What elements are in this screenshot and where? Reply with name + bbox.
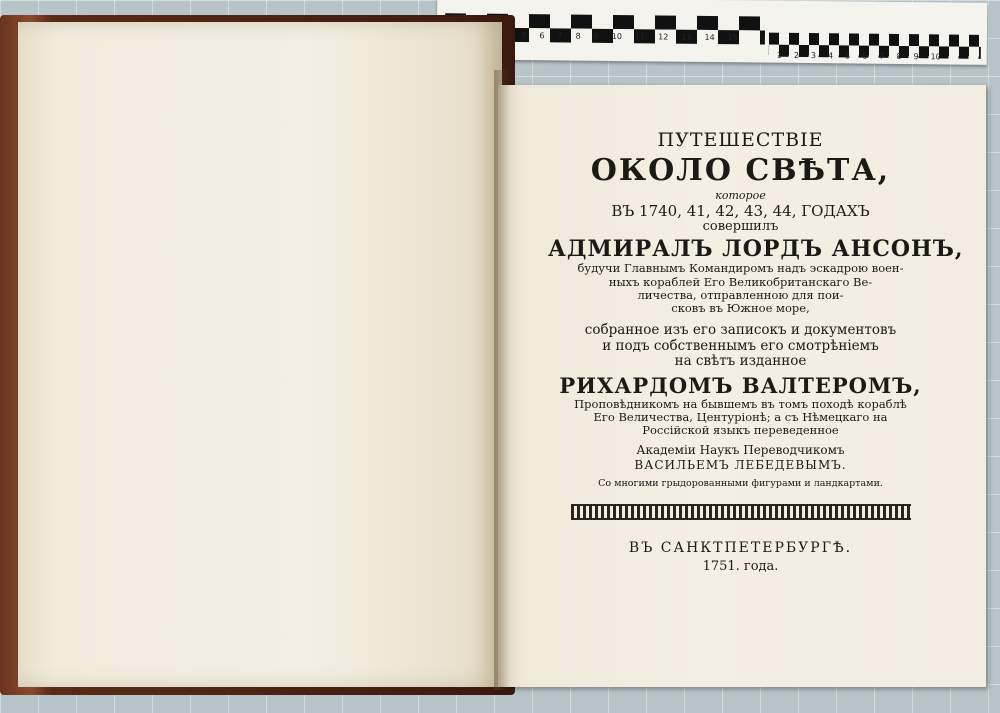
para-3-line: Россійской языкъ переведенное: [642, 423, 839, 438]
ruler-number: 10: [611, 31, 623, 42]
para-1-line: сковъ въ Южное море,: [671, 301, 810, 316]
ruler-number: 12: [658, 32, 669, 42]
para-1: [548, 262, 933, 315]
para-2: [548, 323, 933, 370]
illustrations-note: Со многими грыдорованными фигурами и ландкартами.: [598, 478, 883, 490]
ruler-number: 1: [776, 50, 782, 60]
para-1-line: будучи Главнымъ Командиромъ надъ эскадрою воен-: [577, 261, 904, 276]
ruler-number: 11: [634, 32, 646, 42]
ruler-number: 3: [810, 51, 817, 61]
title-line-2: ОКОЛО СВѢТА,: [590, 152, 891, 188]
para-2-line: и подъ собственнымъ его смотрѣніемъ: [602, 337, 879, 354]
ruler-number: 15: [727, 33, 738, 43]
title-line-3: которое: [715, 189, 766, 203]
title-line-1: ПУТЕШЕСТВІЕ: [657, 129, 824, 151]
ruler-number: 8: [575, 31, 581, 41]
ruler-number: 4: [827, 51, 834, 61]
ruler-number: 14: [704, 32, 715, 43]
ruler-number: 10: [930, 52, 941, 62]
para-3-line: Его Величества, Центуріонѣ; а съ Нѣмецкаго на: [593, 410, 888, 425]
publication-year: 1751. года.: [702, 559, 779, 575]
ruler-number: 7: [879, 51, 885, 61]
ruler-number: 9: [593, 31, 599, 41]
title-text-block: [548, 129, 964, 575]
ruler-number: 6: [539, 31, 545, 41]
ruler-numbers-fine: [777, 51, 941, 62]
ruler-number: 6: [862, 51, 868, 61]
author-line: РИХАРДОМЪ ВАЛТЕРОМЪ,: [559, 372, 922, 398]
ornamental-divider: [571, 504, 911, 520]
para-3-line: Проповѣдникомъ на бывшемъ въ томъ походѣ кораблѣ: [574, 397, 907, 412]
para-2-line: собранное изъ его записокъ и документовъ: [584, 322, 897, 339]
para-1-line: личества, отправленною для пои-: [637, 287, 844, 302]
ruler-number: 7: [557, 31, 563, 41]
left-blank-page: [18, 22, 502, 687]
para-3: [548, 398, 933, 438]
admiral-line: АДМИРАЛЪ ЛОРДЪ АНСОНЪ,: [548, 236, 964, 263]
ruler-number: 5: [521, 31, 527, 41]
scale-ruler: [437, 0, 988, 65]
place-of-publication: ВЪ САНКТПЕТЕРБУРГѢ.: [628, 540, 853, 557]
translator-title: Академіи Наукъ Переводчикомъ: [636, 442, 845, 457]
title-line-5: совершилъ: [702, 219, 779, 235]
ruler-number: 8: [896, 51, 902, 61]
spine-shadow: [494, 70, 510, 690]
ruler-number: 2: [793, 50, 799, 60]
para-1-line: ныхъ кораблей Его Великобританскаго Ве-: [608, 274, 873, 289]
ruler-number: 5: [845, 51, 851, 61]
years-line: ВЪ 1740, 41, 42, 43, 44, ГОДАХЪ: [611, 201, 870, 220]
ruler-number: 9: [913, 52, 919, 62]
translator-name: ВАСИЛЬЕМЪ ЛЕБЕДЕВЫМЪ.: [634, 458, 847, 473]
ruler-number: 13: [681, 32, 692, 42]
para-2-line: на свѣтъ изданное: [674, 353, 807, 370]
